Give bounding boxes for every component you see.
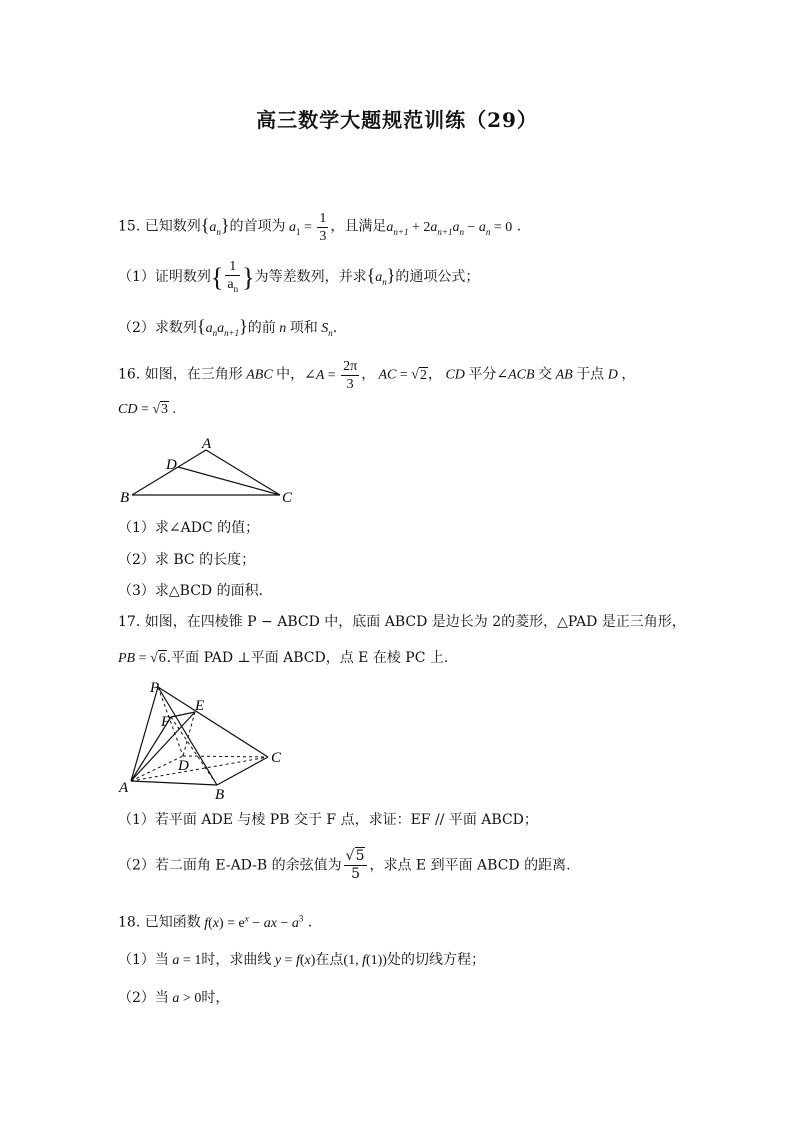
q18-part1: （1）当 a = 1时，求曲线 y = f(x)在点(1, f(1))处的切线方程； <box>118 952 485 968</box>
q17-number: 17. <box>118 614 141 630</box>
q18-number: 18. <box>118 914 141 931</box>
q17-line1: 如图，在四棱锥 P − ABCD 中，底面 ABCD 是边长为 2的菱形，△PAD 是正三角形， <box>144 614 686 630</box>
q15-recurrence: $a_{n+1} + 2a_{n+1}a_n - a_n = 0$ <box>386 219 513 237</box>
q15-text-b: 的首项为 <box>229 218 286 235</box>
q15-p2-label: （2） <box>118 320 155 336</box>
q15-p2-text-c: 项和 <box>289 320 318 336</box>
q15-stem: 15. 已知数列$\{a_n\}$的首项为 $a_1$ = $\frac{1}{3}$ ，且满足$a_{n+1} + 2a_{n+1}a_n - a_n = 0$ . <box>118 211 522 244</box>
q18-p1-b: 时，求曲线 <box>201 952 272 968</box>
q15-recip-seq: { $\frac{1}{a_n}$ } <box>210 259 255 294</box>
q18-p1-d: 处的切线方程； <box>386 952 485 968</box>
q16-text-a: 如图，在三角形 <box>144 366 243 383</box>
q15-p2-text-a: 求数列 <box>154 320 197 336</box>
q17-p2-b: ，求点 E 到平面 ABCD 的距离. <box>369 857 571 874</box>
q16-angle-A: ∠A = $\frac{2\pi}{3}$ <box>304 359 358 392</box>
q15-number: 15. <box>118 218 141 235</box>
q17-label-P: P <box>150 680 160 696</box>
q16-text-e: 平分 <box>468 366 497 383</box>
q16-figure <box>110 432 310 512</box>
q16-text-g: 于点 <box>576 366 605 383</box>
q16-edge-CD <box>178 467 280 495</box>
q17-part1: （1）若平面 ADE 与棱 PB 交于 F 点，求证：EF // 平面 ABCD； <box>118 812 538 828</box>
q16-label-C: C <box>282 490 293 506</box>
q18-part2: （2）当 a > 0时， <box>118 990 230 1006</box>
q16-text-c: ， <box>361 366 376 383</box>
q18-p2-a: （2）当 <box>118 990 169 1006</box>
q17-line2 <box>118 648 448 669</box>
q18-p1-a: （1）当 <box>118 952 169 968</box>
q17-label-C: C <box>271 750 282 766</box>
q16-text-d: ， <box>427 366 442 383</box>
q15-p1-text-a: 证明数列 <box>154 269 211 286</box>
q15-text-a: 已知数列 <box>144 218 201 235</box>
page-title: 高三数学大题规范训练（29） <box>256 108 538 132</box>
q16-label-D: D <box>166 457 177 473</box>
q15-Sn: $S_n$ <box>317 321 333 338</box>
q15-text-c: ，且满足 <box>330 218 387 235</box>
q15-p2-end: . <box>332 320 338 336</box>
q18-stem: 18. 已知函数 $f(x) = e^x$ − ax − $a^3$ . <box>118 913 313 931</box>
q17-stem <box>118 612 686 632</box>
q17-label-F: F <box>161 714 171 730</box>
q16-text-h: ， <box>621 366 636 383</box>
q15-seq-an: $\{a_n\}$ <box>200 214 230 237</box>
q18-text: 已知函数 <box>144 914 201 931</box>
q18-function: $f(x) = e^x$ − ax − $a^3$ <box>200 913 304 931</box>
q15-p1-text-b: 为等差数列，并求 <box>254 269 367 286</box>
q17-line2-tail: .平面 PAD ⊥平面 ABCD，点 E 在棱 PC 上. <box>166 650 449 666</box>
q16-tri: ABC <box>242 367 277 383</box>
q16-number: 16. <box>118 366 141 383</box>
q15-product-seq: $\{a_na_{n+1}\}$ <box>196 316 248 338</box>
q16-label-A: A <box>202 436 212 452</box>
q17-label-B: B <box>215 787 225 802</box>
q16-label-B: B <box>120 490 130 506</box>
q17-label-E: E <box>195 698 205 714</box>
q15-part1 <box>118 258 479 298</box>
q17-p2-a: （2）若二面角 E-AD-B 的余弦值为 <box>118 857 342 874</box>
q17-label-D: D <box>178 758 189 774</box>
q16-AC: AC = √2 <box>375 367 427 383</box>
q17-label-A: A <box>119 780 129 796</box>
q16-part1: （1）求∠ADC 的值； <box>118 520 260 536</box>
q15-n: n <box>275 321 290 336</box>
q17-part2 <box>118 848 571 883</box>
q18-p2-b: 时， <box>201 990 230 1006</box>
q17-PB: PB = √6 <box>118 651 166 666</box>
q16-part3: （3）求△BCD 的面积． <box>118 583 273 599</box>
q15-a1: $a_1$ = $\frac{1}{3}$ <box>285 211 327 244</box>
q15-p1-text-c: 的通项公式； <box>395 269 480 286</box>
q16-text-f: 交 <box>538 366 553 383</box>
q16-stem: 16. 如图，在三角形 ABC 中，∠A = $\frac{2\pi}{3}$ ， AC = √2， CD 平分∠ACB 交 AB 于点 D ， <box>118 359 636 392</box>
q16-CD: CD = √3 . <box>118 402 177 417</box>
q15-part2 <box>118 316 337 343</box>
q15-p2-text-b: 的前 <box>247 320 276 336</box>
q16-text-b: 中， <box>276 366 305 383</box>
q17-figure <box>115 676 315 802</box>
q18-p1-c: 在点 <box>315 952 344 968</box>
q17-cos-value: $\frac{√5}{5}$ <box>344 848 368 883</box>
q16-edge-AC <box>206 450 280 495</box>
q15-seq-an-2: $\{a_n\}$ <box>366 265 396 287</box>
q15-p1-label: （1） <box>118 269 155 286</box>
q16-part2: （2）求 BC 的长度； <box>118 552 256 568</box>
